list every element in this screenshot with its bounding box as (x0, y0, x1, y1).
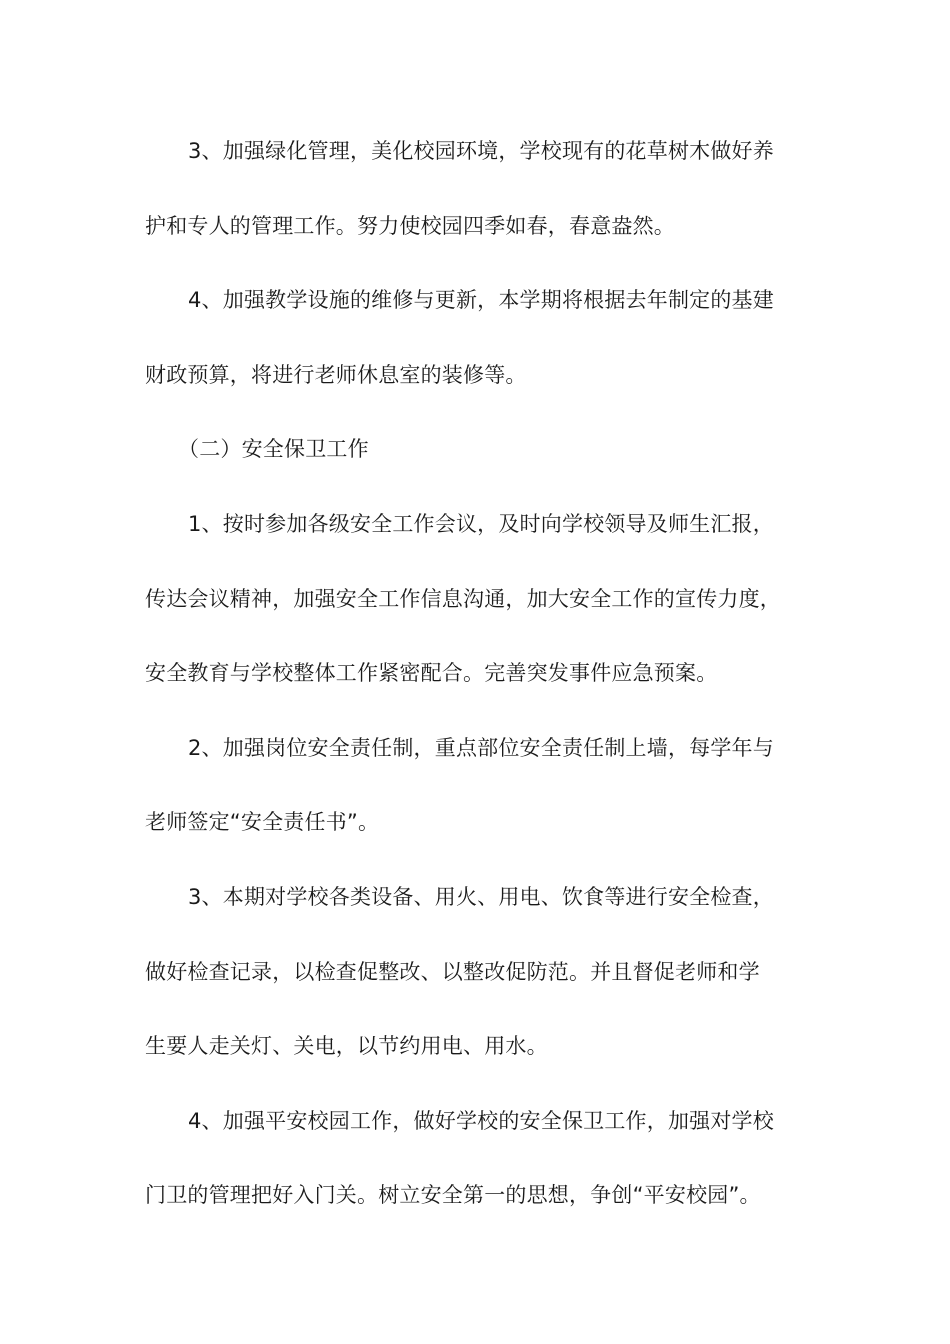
paragraph-line: 生要人走关灯、关电，以节约用电、用水。 (145, 1034, 548, 1058)
paragraph-line: 传达会议精神，加强安全工作信息沟通，加大安全工作的宣传力度， (145, 587, 781, 611)
paragraph-line: 4、加强教学设施的维修与更新，本学期将根据去年制定的基建 (188, 288, 774, 312)
paragraph-line: 3、加强绿化管理，美化校园环境，学校现有的花草树木做好养 (188, 139, 774, 163)
paragraph-line: 3、本期对学校各类设备、用火、用电、饮食等进行安全检查， (188, 885, 774, 909)
paragraph-line: 财政预算，将进行老师休息室的装修等。 (145, 363, 527, 387)
paragraph-line: 做好检查记录，以检查促整改、以整改促防范。并且督促老师和学 (145, 960, 760, 984)
paragraph-line: 4、加强平安校园工作，做好学校的安全保卫工作，加强对学校 (188, 1109, 774, 1133)
paragraph-line: 2、加强岗位安全责任制，重点部位安全责任制上墙，每学年与 (188, 736, 774, 760)
paragraph-line: 门卫的管理把好入门关。树立安全第一的思想，争创“平安校园”。 (145, 1183, 761, 1207)
paragraph-line: 护和专人的管理工作。努力使校园四季如春，春意盎然。 (145, 214, 675, 238)
paragraph-line: 1、按时参加各级安全工作会议，及时向学校领导及师生汇报， (188, 512, 774, 536)
paragraph-line: 安全教育与学校整体工作紧密配合。完善突发事件应急预案。 (145, 661, 718, 685)
paragraph-line: 老师签定“安全责任书”。 (145, 810, 380, 834)
section-heading: （二）安全保卫工作 (178, 437, 369, 461)
